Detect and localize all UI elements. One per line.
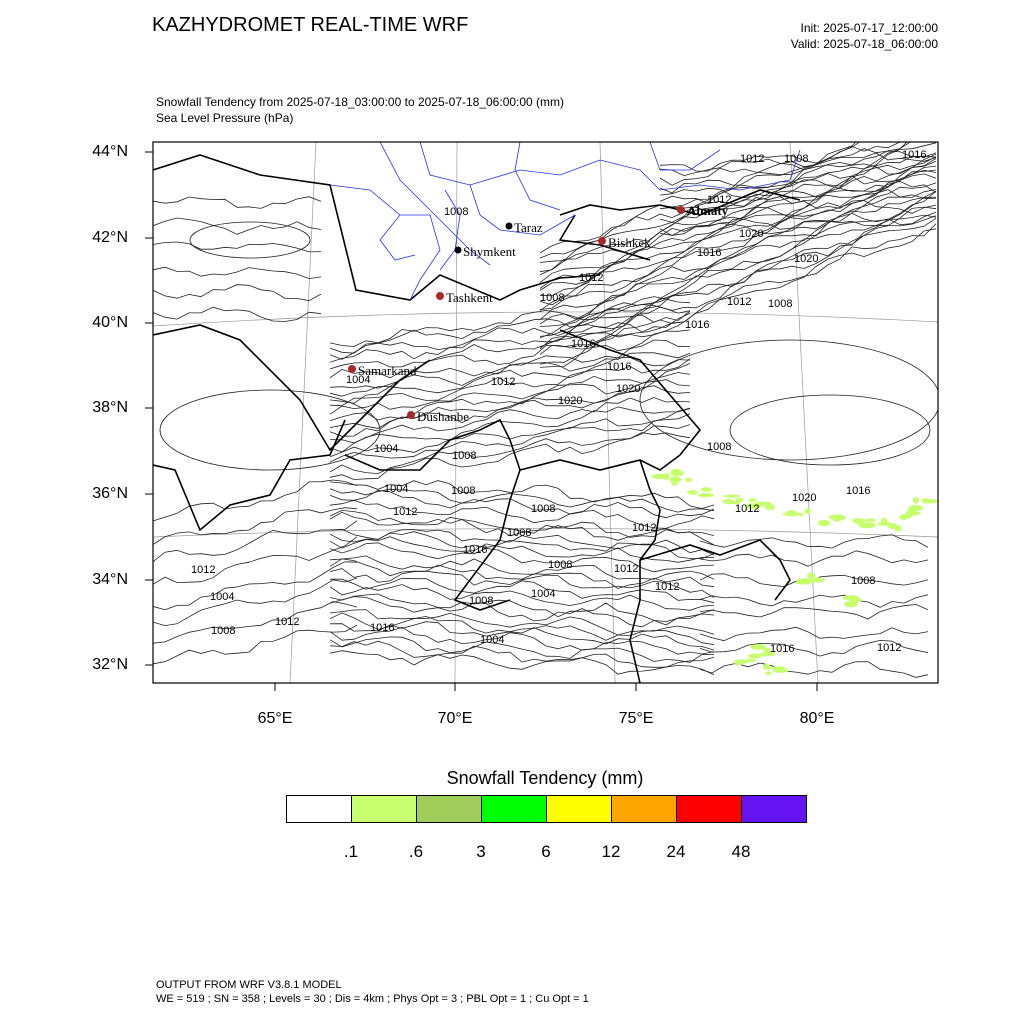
city-label-shymkent: Shymkent — [463, 244, 516, 259]
colorbar-box — [352, 796, 417, 822]
city-label-bishkek: Bishkek — [608, 235, 651, 250]
lat-label-38: 38°N — [92, 399, 128, 416]
city-label-tashkent: Tashkent — [446, 290, 493, 305]
snowfall-patch — [795, 581, 811, 585]
isobar-label: 1008 — [451, 485, 476, 497]
snowfall-patch — [652, 474, 669, 479]
snowfall-patch — [863, 522, 875, 527]
lon-label-75: 75°E — [618, 710, 654, 727]
isobar-label: 1012 — [727, 296, 752, 308]
isobar-label: 1020 — [558, 395, 583, 407]
slp-contour — [700, 627, 928, 641]
slp-contour — [540, 191, 936, 336]
isobar-label: 1004 — [210, 591, 235, 603]
city-marker-shymkent — [455, 247, 462, 254]
isobar-label: 1008 — [452, 450, 477, 462]
snowfall-patch — [765, 671, 772, 675]
isobar-label: 1004 — [531, 588, 556, 600]
slp-contour — [730, 395, 930, 465]
lon-label-80: 80°E — [799, 710, 835, 727]
isobar-label: 1008 — [531, 503, 556, 515]
slp-contour — [700, 662, 928, 678]
isobar-label: 1012 — [632, 522, 657, 534]
city-marker-taraz — [506, 223, 513, 230]
snowfall-patch — [748, 498, 757, 502]
footer-model: OUTPUT FROM WRF V3.8.1 MODEL — [156, 979, 342, 991]
colorbar-label: .1 — [343, 842, 359, 861]
colorbar-title: Snowfall Tendency (mm) — [446, 768, 644, 788]
lat-label-40: 40°N — [92, 314, 128, 331]
isobar-label: 1016 — [571, 338, 596, 350]
slp-contour — [330, 651, 714, 675]
slp-contour — [330, 641, 714, 667]
colorbar-box — [287, 796, 352, 822]
snowfall-patch — [852, 518, 865, 524]
isobar-label: 1012 — [275, 616, 300, 628]
isobar-label: 1008 — [768, 298, 793, 310]
snowfall-patch — [810, 577, 825, 582]
snowfall-patch — [913, 497, 919, 504]
lat-label-36: 36°N — [92, 485, 128, 502]
snowfall-patch — [783, 512, 801, 516]
city-label-samarkand: Samarkand — [358, 363, 417, 378]
isobar-label: 1008 — [851, 575, 876, 587]
snowfall-patch — [905, 511, 920, 516]
isobar-label: 1008 — [469, 595, 494, 607]
colorbar-label: 3 — [476, 842, 486, 861]
slp-contour — [153, 625, 357, 664]
lon-label-65: 65°E — [257, 710, 293, 727]
city-marker-bishkek — [598, 237, 606, 245]
colorbar-box — [742, 796, 806, 822]
isobar-label: 1008 — [784, 153, 809, 165]
slp-contour — [153, 508, 357, 545]
isobar-label: 1016 — [685, 319, 710, 331]
snowfall-patch — [723, 499, 735, 504]
isobar-label: 1016 — [846, 485, 871, 497]
slp-contour — [153, 285, 321, 301]
isobar-label: 1012 — [491, 376, 516, 388]
city-label-dushanbe: Dushanbe — [417, 409, 469, 424]
snowfall-patch — [881, 518, 887, 524]
snowfall-patch — [765, 504, 775, 510]
city-marker-almaty — [677, 206, 685, 214]
colorbar-box — [482, 796, 547, 822]
lat-label-44: 44°N — [92, 143, 128, 160]
city-marker-samarkand — [348, 365, 356, 373]
city-marker-dushanbe — [407, 411, 415, 419]
isobar-label: 1004 — [374, 443, 399, 455]
colorbar-label: .6 — [408, 842, 424, 861]
isobar-label: 1012 — [191, 564, 216, 576]
isobar-label: 1020 — [792, 492, 817, 504]
isobar-label: 1016 — [607, 361, 632, 373]
slp-contour — [153, 480, 357, 521]
isobar-label: 1004 — [346, 374, 371, 386]
snowfall-patch — [689, 491, 698, 495]
snowfall-patch — [771, 666, 786, 670]
isobar-label: 1020 — [794, 253, 819, 265]
slp-contour — [640, 340, 940, 460]
slp-contour — [540, 157, 936, 291]
footer-config: WE = 519 ; SN = 358 ; Levels = 30 ; Dis = 4km ; Phys Opt = 3 ; PBL Opt = 1 ; Cu Opt = 1 — [156, 993, 589, 1005]
slp-contour — [153, 562, 357, 610]
isobar-label: 1016 — [370, 622, 395, 634]
snowfall-patch — [895, 525, 902, 532]
isobar-label: 1012 — [614, 563, 639, 575]
isobar-label: 1016 — [770, 643, 795, 655]
colorbar-box — [417, 796, 482, 822]
snowfall-patch — [864, 519, 876, 522]
lat-label-34: 34°N — [92, 571, 128, 588]
snowfall-patch — [748, 654, 761, 659]
isobar-label: 1008 — [548, 559, 573, 571]
slp-contour — [153, 218, 321, 234]
snowfall-patch — [922, 498, 930, 504]
snowfall-patch — [701, 487, 712, 492]
isobar-label: 1008 — [540, 292, 565, 304]
valid-time: Valid: 2025-07-18_06:00:00 — [790, 37, 938, 51]
isobar-label: 1004 — [384, 483, 409, 495]
slp-contour — [700, 551, 928, 567]
isobar-label: 1012 — [655, 581, 680, 593]
isobar-label: 1012 — [735, 503, 760, 515]
snowfall-patch — [804, 508, 810, 514]
slp-contour — [153, 602, 357, 644]
slp-contour — [153, 578, 357, 626]
slp-contour — [330, 297, 690, 347]
isobar-label: 1008 — [707, 441, 732, 453]
slp-contour — [330, 594, 714, 622]
field-label-snowfall: Snowfall Tendency from 2025-07-18_03:00:00 to 2025-07-18_06:00:00 (mm) — [156, 95, 565, 109]
isobar-label: 1008 — [444, 206, 469, 218]
lon-label-70: 70°E — [437, 710, 473, 727]
snowfall-patch — [735, 662, 742, 666]
isobar-label: 1020 — [616, 383, 641, 395]
init-time: Init: 2025-07-17_12:00:00 — [800, 21, 938, 35]
cities — [348, 203, 729, 424]
slp-contour — [153, 537, 357, 585]
isobar-label: 1004 — [480, 634, 505, 646]
chart-title: KAZHYDROMET REAL-TIME WRF — [152, 14, 469, 36]
snowfall-patch — [908, 505, 922, 511]
snowfall-patch — [750, 644, 766, 650]
slp-contour — [330, 543, 714, 572]
isobar-label: 1012 — [740, 153, 765, 165]
colorbar-label: 12 — [601, 842, 621, 861]
city-label-almaty: Almaty — [687, 203, 729, 218]
snowfall-patch — [685, 478, 692, 483]
isobar-label: 1012 — [877, 642, 902, 654]
slp-contour — [330, 556, 714, 579]
snowfall-patch — [723, 495, 740, 498]
colorbar — [286, 795, 807, 823]
snowfall-patch — [698, 493, 714, 497]
slp-contour — [153, 307, 321, 321]
isobar-label: 1016 — [902, 149, 927, 161]
colorbar-label: 24 — [666, 842, 686, 861]
snowfall-patch — [763, 664, 771, 670]
colorbar-box — [677, 796, 742, 822]
lat-label-42: 42°N — [92, 229, 128, 246]
city-marker-tashkent — [436, 292, 444, 300]
snowfall-patch — [818, 520, 831, 526]
colorbar-label: 48 — [731, 842, 751, 861]
isobar-label: 1012 — [579, 272, 604, 284]
snowfall-patch — [671, 476, 680, 481]
slp-contour — [153, 242, 321, 252]
slp-contour — [700, 535, 928, 548]
isobar-label: 1012 — [393, 506, 418, 518]
field-label-slp: Sea Level Pressure (hPa) — [156, 111, 294, 125]
admin-borders — [330, 142, 800, 300]
isobar-label: 1016 — [463, 544, 488, 556]
colorbar-box — [612, 796, 677, 822]
slp-contour — [153, 267, 321, 278]
slp-contour — [540, 143, 936, 283]
snowfall-patch — [832, 515, 840, 522]
colorbar-label: 6 — [541, 842, 551, 861]
isobar-label: 1008 — [211, 625, 236, 637]
isobar-label: 1012 — [707, 194, 732, 206]
isobar-label: 1020 — [739, 228, 764, 240]
isobar-label: 1008 — [507, 527, 532, 539]
snowfall-patch — [843, 595, 859, 600]
snowfall-patch — [671, 469, 682, 474]
isobar-label: 1016 — [697, 247, 722, 259]
city-label-taraz: Taraz — [514, 220, 543, 235]
slp-contour — [153, 197, 321, 209]
slp-contour — [190, 222, 310, 258]
slp-contour — [330, 537, 714, 563]
colorbar-box — [547, 796, 612, 822]
lat-label-32: 32°N — [92, 656, 128, 673]
slp-contour — [330, 313, 690, 362]
